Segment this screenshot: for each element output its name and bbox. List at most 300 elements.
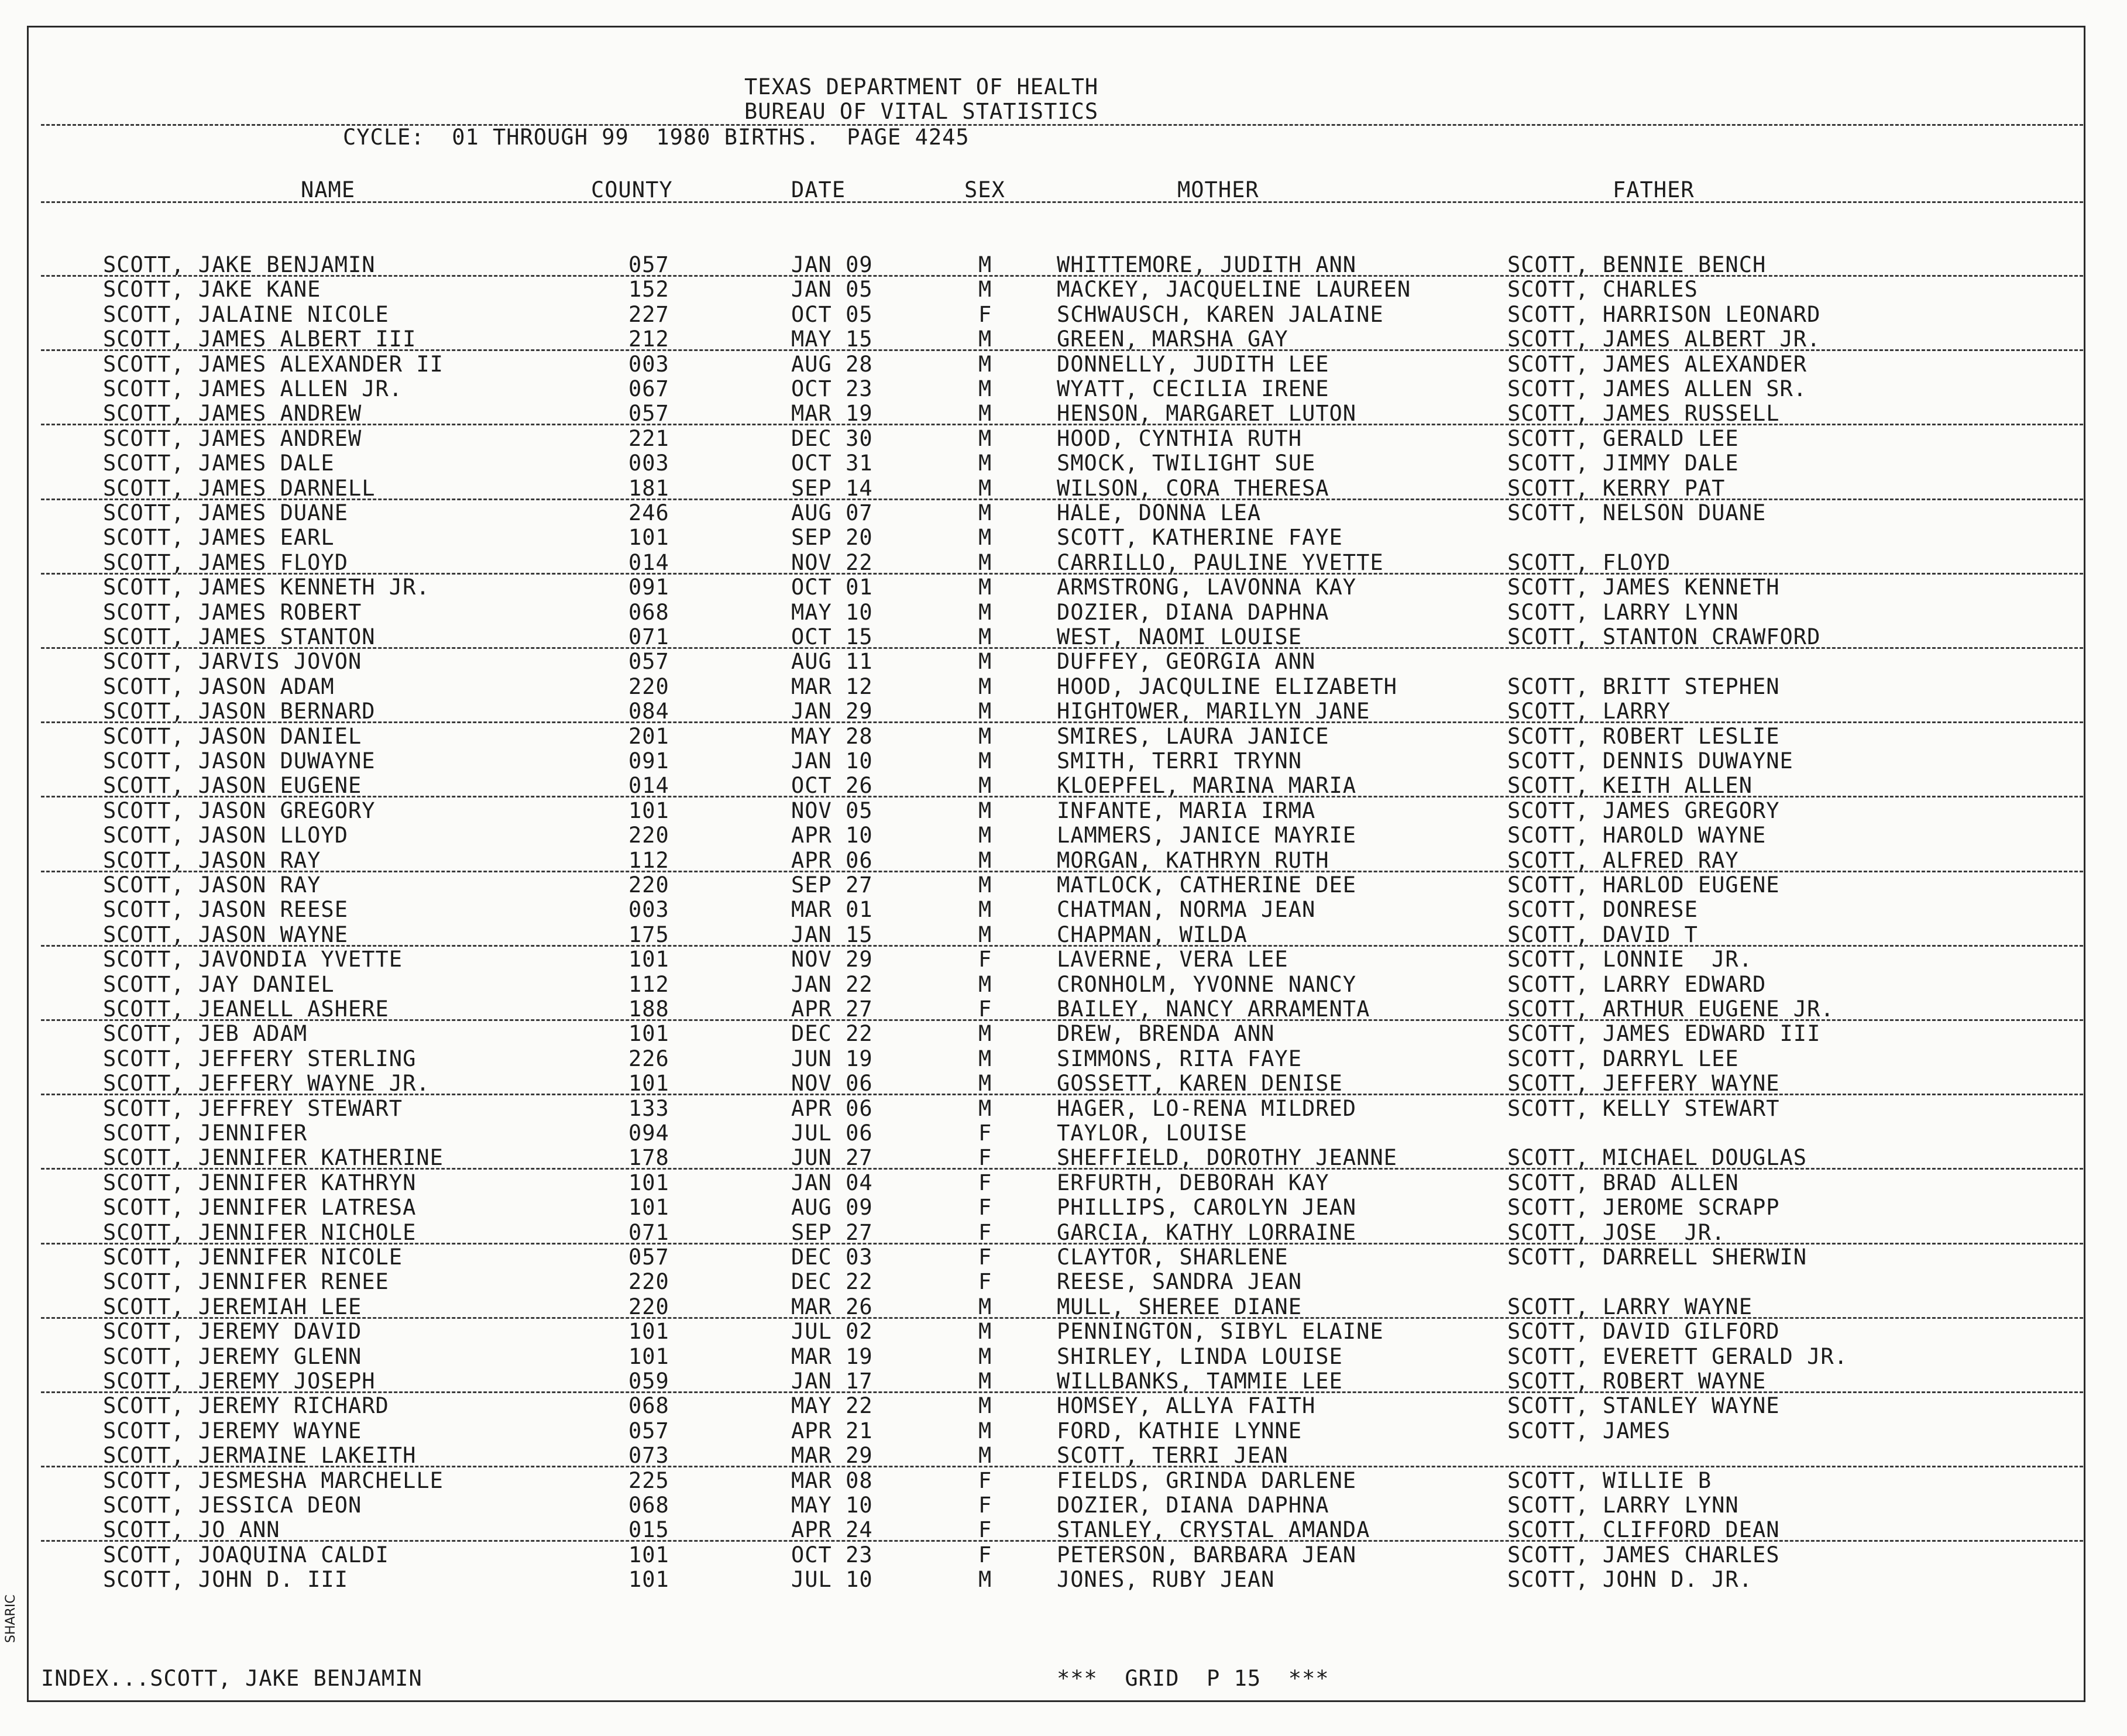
cell-father: SCOTT, LARRY WAYNE (1507, 1294, 1753, 1319)
cell-county: 175 (628, 922, 669, 947)
cell-sex: M (978, 575, 992, 600)
cell-name: SCOTT, JESMESHA MARCHELLE (103, 1467, 444, 1493)
table-row (0, 1146, 2127, 1170)
cell-county: 014 (628, 549, 669, 575)
cell-county: 057 (628, 1245, 669, 1270)
cell-county: 057 (628, 401, 669, 427)
row-divider (41, 721, 2083, 723)
row-divider (41, 1094, 2083, 1095)
cell-name: SCOTT, JASON RAY (103, 847, 321, 873)
cell-name: SCOTT, JASON GREGORY (103, 797, 376, 823)
table-row (0, 823, 2127, 848)
cell-mother: CHATMAN, NORMA JEAN (1057, 897, 1316, 923)
cell-name: SCOTT, JEREMY DAVID (103, 1319, 362, 1345)
cell-county: 084 (628, 699, 669, 724)
cell-county: 101 (628, 947, 669, 972)
cell-county: 014 (628, 773, 669, 799)
cell-county: 015 (628, 1517, 669, 1543)
cell-sex: M (978, 1294, 992, 1319)
cell-name: SCOTT, JASON BERNARD (103, 699, 376, 724)
cell-county: 220 (628, 1294, 669, 1319)
cell-date: DEC 22 (791, 1021, 873, 1047)
cell-sex: M (978, 922, 992, 947)
cell-date: JAN 10 (791, 748, 873, 774)
cell-sex: M (978, 797, 992, 823)
cell-date: DEC 03 (791, 1245, 873, 1270)
cell-mother: DUFFEY, GEORGIA ANN (1057, 649, 1316, 675)
table-row (0, 1221, 2127, 1245)
cell-mother: PHILLIPS, CAROLYN JEAN (1057, 1195, 1357, 1221)
cell-date: MAY 22 (791, 1393, 873, 1419)
table-row (0, 724, 2127, 749)
cell-name: SCOTT, JENNIFER LATRESA (103, 1195, 417, 1221)
cell-father: SCOTT, LARRY EDWARD (1507, 971, 1767, 997)
cell-county: 101 (628, 797, 669, 823)
cell-father: SCOTT, LARRY LYNN (1507, 1493, 1739, 1518)
cell-mother: HOMSEY, ALLYA FAITH (1057, 1393, 1316, 1419)
column-header-father: FATHER (1613, 177, 1695, 202)
table-row (0, 873, 2127, 898)
cell-father: SCOTT, DAVID GILFORD (1507, 1319, 1780, 1345)
table-row (0, 972, 2127, 997)
cell-county: 101 (628, 1021, 669, 1047)
cell-date: AUG 07 (791, 500, 873, 525)
cell-father: SCOTT, ROBERT WAYNE (1507, 1369, 1767, 1394)
cell-father: SCOTT, JAMES (1507, 1418, 1671, 1443)
table-row (0, 1543, 2127, 1567)
cell-sex: M (978, 649, 992, 675)
cell-sex: M (978, 723, 992, 749)
cell-sex: M (978, 673, 992, 699)
cell-date: APR 21 (791, 1418, 873, 1443)
table-row (0, 1518, 2127, 1542)
table-row (0, 501, 2127, 525)
cell-name: SCOTT, JASON REESE (103, 897, 348, 923)
cell-date: MAR 19 (791, 401, 873, 427)
table-row (0, 451, 2127, 476)
cell-mother: BAILEY, NANCY ARRAMENTA (1057, 996, 1370, 1022)
cell-date: MAR 29 (791, 1443, 873, 1469)
cell-father: SCOTT, BRITT STEPHEN (1507, 673, 1780, 699)
table-row (0, 774, 2127, 798)
cell-county: 101 (628, 525, 669, 551)
cell-date: MAR 19 (791, 1343, 873, 1369)
row-divider (41, 1466, 2083, 1467)
cell-father: SCOTT, JOSE JR. (1507, 1219, 1726, 1245)
cell-county: 220 (628, 872, 669, 898)
cell-name: SCOTT, JEREMY GLENN (103, 1343, 362, 1369)
table-row (0, 253, 2127, 277)
cell-name: SCOTT, JAMES ALEXANDER II (103, 351, 444, 377)
table-row (0, 1195, 2127, 1220)
cell-sex: M (978, 1021, 992, 1047)
cell-mother: SCOTT, KATHERINE FAYE (1057, 525, 1343, 551)
cell-name: SCOTT, JEFFERY WAYNE JR. (103, 1071, 430, 1096)
cell-father: SCOTT, JAMES ALLEN SR. (1507, 376, 1808, 401)
cell-mother: HENSON, MARGARET LUTON (1057, 401, 1357, 427)
cell-mother: SCOTT, TERRI JEAN (1057, 1443, 1288, 1469)
cell-mother: CHAPMAN, WILDA (1057, 922, 1248, 947)
cell-date: NOV 22 (791, 549, 873, 575)
cell-county: 101 (628, 1071, 669, 1096)
cell-date: DEC 30 (791, 425, 873, 451)
cell-county: 220 (628, 823, 669, 848)
cell-sex: M (978, 971, 992, 997)
cell-sex: F (978, 1245, 992, 1270)
cell-mother: MATLOCK, CATHERINE DEE (1057, 872, 1357, 898)
cell-mother: LAMMERS, JANICE MAYRIE (1057, 823, 1357, 848)
cell-name: SCOTT, JAMES ANDREW (103, 425, 362, 451)
cell-mother: WYATT, CECILIA IRENE (1057, 376, 1329, 401)
table-row (0, 1469, 2127, 1493)
cell-sex: M (978, 1071, 992, 1096)
cell-county: 221 (628, 425, 669, 451)
cell-name: SCOTT, JO ANN (103, 1517, 280, 1543)
cell-father: SCOTT, JAMES ALBERT JR. (1507, 326, 1821, 352)
cell-county: 068 (628, 1393, 669, 1419)
cell-sex: F (978, 1542, 992, 1567)
cell-sex: M (978, 1095, 992, 1121)
cell-father: SCOTT, GERALD LEE (1507, 425, 1739, 451)
row-divider (41, 1540, 2083, 1542)
cell-father: SCOTT, DARRYL LEE (1507, 1046, 1739, 1071)
cell-date: APR 10 (791, 823, 873, 848)
cell-mother: DREW, BRENDA ANN (1057, 1021, 1275, 1047)
table-row (0, 1071, 2127, 1096)
table-row (0, 575, 2127, 600)
cell-mother: CLAYTOR, SHARLENE (1057, 1245, 1288, 1270)
cell-date: OCT 05 (791, 301, 873, 327)
cell-county: 226 (628, 1046, 669, 1071)
cell-mother: GARCIA, KATHY LORRAINE (1057, 1219, 1357, 1245)
cell-mother: WEST, NAOMI LOUISE (1057, 624, 1302, 649)
cell-name: SCOTT, JARVIS JOVON (103, 649, 362, 675)
cell-father: SCOTT, JEFFERY WAYNE (1507, 1071, 1780, 1096)
cell-name: SCOTT, JAMES KENNETH JR. (103, 575, 430, 600)
cell-date: OCT 26 (791, 773, 873, 799)
cell-name: SCOTT, JEREMIAH LEE (103, 1294, 362, 1319)
cell-name: SCOTT, JASON LLOYD (103, 823, 348, 848)
cell-sex: F (978, 1145, 992, 1171)
cell-county: 059 (628, 1369, 669, 1394)
cell-county: 003 (628, 351, 669, 377)
cell-name: SCOTT, JASON DANIEL (103, 723, 362, 749)
cell-county: 057 (628, 1418, 669, 1443)
cell-father: SCOTT, DARRELL SHERWIN (1507, 1245, 1808, 1270)
cell-name: SCOTT, JENNIFER (103, 1120, 308, 1146)
cell-date: NOV 05 (791, 797, 873, 823)
cell-father: SCOTT, BENNIE BENCH (1507, 252, 1767, 277)
table-row (0, 302, 2127, 327)
cell-date: MAR 01 (791, 897, 873, 923)
cell-date: SEP 20 (791, 525, 873, 551)
cell-county: 112 (628, 847, 669, 873)
table-row (0, 625, 2127, 649)
cell-county: 068 (628, 599, 669, 625)
cell-sex: M (978, 401, 992, 427)
cell-mother: SHEFFIELD, DOROTHY JEANNE (1057, 1145, 1397, 1171)
cell-name: SCOTT, JASON DUWAYNE (103, 748, 376, 774)
footer-grid: *** GRID P 15 *** (1057, 1666, 1329, 1691)
cell-sex: M (978, 425, 992, 451)
cell-county: 071 (628, 1219, 669, 1245)
cell-name: SCOTT, JENNIFER KATHRYN (103, 1170, 417, 1195)
cell-mother: KLOEPFEL, MARINA MARIA (1057, 773, 1357, 799)
cell-mother: WILSON, CORA THERESA (1057, 475, 1329, 501)
cell-date: OCT 23 (791, 376, 873, 401)
cell-sex: F (978, 996, 992, 1022)
bureau-title: BUREAU OF VITAL STATISTICS (744, 99, 1099, 124)
cell-sex: M (978, 1393, 992, 1419)
cell-sex: M (978, 624, 992, 649)
cell-county: 003 (628, 897, 669, 923)
cell-sex: M (978, 326, 992, 352)
cell-date: SEP 14 (791, 475, 873, 501)
cell-county: 220 (628, 1269, 669, 1295)
cell-name: SCOTT, JAMES FLOYD (103, 549, 348, 575)
cell-mother: SMITH, TERRI TRYNN (1057, 748, 1302, 774)
cell-sex: M (978, 847, 992, 873)
cell-county: 212 (628, 326, 669, 352)
cell-father: SCOTT, STANLEY WAYNE (1507, 1393, 1780, 1419)
cell-name: SCOTT, JAMES DUANE (103, 500, 348, 525)
cell-mother: GOSSETT, KAREN DENISE (1057, 1071, 1343, 1096)
cell-sex: M (978, 748, 992, 774)
cell-date: MAY 28 (791, 723, 873, 749)
cell-county: 071 (628, 624, 669, 649)
cell-mother: PENNINGTON, SIBYL ELAINE (1057, 1319, 1384, 1345)
cell-county: 225 (628, 1467, 669, 1493)
cell-name: SCOTT, JAMES ALBERT III (103, 326, 417, 352)
table-row (0, 1443, 2127, 1468)
cell-name: SCOTT, JAKE BENJAMIN (103, 252, 376, 277)
cell-father: SCOTT, KERRY PAT (1507, 475, 1726, 501)
cell-county: 178 (628, 1145, 669, 1171)
cell-mother: DOZIER, DIANA DAPHNA (1057, 1493, 1329, 1518)
cell-county: 220 (628, 673, 669, 699)
cell-date: MAR 12 (791, 673, 873, 699)
cell-father: SCOTT, CLIFFORD DEAN (1507, 1517, 1780, 1543)
cell-name: SCOTT, JAMES STANTON (103, 624, 376, 649)
table-row (0, 1171, 2127, 1195)
cell-mother: MORGAN, KATHRYN RUTH (1057, 847, 1329, 873)
table-row (0, 675, 2127, 699)
cell-father: SCOTT, EVERETT GERALD JR. (1507, 1343, 1848, 1369)
table-row (0, 649, 2127, 674)
cell-mother: MACKEY, JACQUELINE LAUREEN (1057, 277, 1411, 302)
cell-sex: M (978, 475, 992, 501)
cell-name: SCOTT, JALAINE NICOLE (103, 301, 389, 327)
cell-date: APR 27 (791, 996, 873, 1022)
cell-father: SCOTT, MICHAEL DOUGLAS (1507, 1145, 1808, 1171)
cell-name: SCOTT, JENNIFER RENEE (103, 1269, 389, 1295)
cell-county: 188 (628, 996, 669, 1022)
cell-name: SCOTT, JERMAINE LAKEITH (103, 1443, 417, 1469)
cell-name: SCOTT, JEFFERY STERLING (103, 1046, 417, 1071)
cell-county: 101 (628, 1195, 669, 1221)
cell-sex: M (978, 549, 992, 575)
cell-county: 227 (628, 301, 669, 327)
cell-sex: F (978, 1493, 992, 1518)
cell-name: SCOTT, JEREMY RICHARD (103, 1393, 389, 1419)
cell-county: 067 (628, 376, 669, 401)
cell-county: 246 (628, 500, 669, 525)
cell-father: SCOTT, HARRISON LEONARD (1507, 301, 1821, 327)
table-row (0, 476, 2127, 501)
cell-date: OCT 01 (791, 575, 873, 600)
cell-father: SCOTT, JEROME SCRAPP (1507, 1195, 1780, 1221)
cell-name: SCOTT, JAY DANIEL (103, 971, 335, 997)
cell-date: DEC 22 (791, 1269, 873, 1295)
cell-mother: SHIRLEY, LINDA LOUISE (1057, 1343, 1343, 1369)
cell-date: MAY 10 (791, 599, 873, 625)
cell-mother: DOZIER, DIANA DAPHNA (1057, 599, 1329, 625)
cell-name: SCOTT, JOHN D. III (103, 1567, 348, 1593)
cell-father: SCOTT, HAROLD WAYNE (1507, 823, 1767, 848)
cell-county: 152 (628, 277, 669, 302)
cell-mother: ARMSTRONG, LAVONNA KAY (1057, 575, 1357, 600)
cell-mother: STANLEY, CRYSTAL AMANDA (1057, 1517, 1370, 1543)
cell-mother: HALE, DONNA LEA (1057, 500, 1262, 525)
table-row (0, 401, 2127, 426)
column-header-sex: SEX (964, 177, 1005, 202)
cell-name: SCOTT, JAMES EARL (103, 525, 335, 551)
cell-date: JAN 17 (791, 1369, 873, 1394)
cell-county: 201 (628, 723, 669, 749)
table-row (0, 1096, 2127, 1121)
cell-father: SCOTT, DONRESE (1507, 897, 1698, 923)
cell-mother: PETERSON, BARBARA JEAN (1057, 1542, 1357, 1567)
cell-name: SCOTT, JASON RAY (103, 872, 321, 898)
cell-date: JUN 27 (791, 1145, 873, 1171)
table-row (0, 1121, 2127, 1146)
cell-mother: ERFURTH, DEBORAH KAY (1057, 1170, 1329, 1195)
cell-father: SCOTT, JAMES EDWARD III (1507, 1021, 1821, 1047)
cell-father: SCOTT, JIMMY DALE (1507, 451, 1739, 476)
cell-date: JAN 22 (791, 971, 873, 997)
cell-father: SCOTT, ARTHUR EUGENE JR. (1507, 996, 1834, 1022)
column-header-county: COUNTY (591, 177, 673, 202)
cell-name: SCOTT, JENNIFER NICHOLE (103, 1219, 417, 1245)
cell-sex: M (978, 351, 992, 377)
table-row (0, 1345, 2127, 1369)
row-divider (41, 1168, 2083, 1170)
cell-date: APR 24 (791, 1517, 873, 1543)
cell-county: 094 (628, 1120, 669, 1146)
cell-date: SEP 27 (791, 872, 873, 898)
cell-name: SCOTT, JAMES DALE (103, 451, 335, 476)
cell-mother: WHITTEMORE, JUDITH ANN (1057, 252, 1357, 277)
cell-name: SCOTT, JEANELL ASHERE (103, 996, 389, 1022)
cell-sex: M (978, 897, 992, 923)
cell-date: MAR 08 (791, 1467, 873, 1493)
cycle-line: CYCLE: 01 THROUGH 99 1980 BIRTHS. PAGE 4245 (343, 125, 970, 150)
cell-sex: M (978, 823, 992, 848)
cell-county: 101 (628, 1542, 669, 1567)
cell-sex: M (978, 1418, 992, 1443)
column-header-mother: MOTHER (1177, 177, 1259, 202)
cell-father: SCOTT, KELLY STEWART (1507, 1095, 1780, 1121)
column-header-name: NAME (301, 177, 356, 202)
cell-sex: M (978, 252, 992, 277)
cell-date: JUL 02 (791, 1319, 873, 1345)
cell-mother: FIELDS, GRINDA DARLENE (1057, 1467, 1357, 1493)
table-row (0, 947, 2127, 972)
table-row (0, 1047, 2127, 1071)
cell-date: OCT 23 (791, 1542, 873, 1567)
cell-father: SCOTT, STANTON CRAWFORD (1507, 624, 1821, 649)
cell-sex: F (978, 301, 992, 327)
cell-sex: M (978, 773, 992, 799)
cell-county: 133 (628, 1095, 669, 1121)
cell-county: 068 (628, 1493, 669, 1518)
table-row (0, 1295, 2127, 1319)
cell-mother: WILLBANKS, TAMMIE LEE (1057, 1369, 1343, 1394)
cell-mother: GREEN, MARSHA GAY (1057, 326, 1288, 352)
table-row (0, 1419, 2127, 1443)
table-row (0, 1394, 2127, 1418)
cell-date: SEP 27 (791, 1219, 873, 1245)
cell-mother: MULL, SHEREE DIANE (1057, 1294, 1302, 1319)
table-row (0, 327, 2127, 352)
cell-county: 101 (628, 1170, 669, 1195)
cell-date: OCT 15 (791, 624, 873, 649)
cell-name: SCOTT, JENNIFER KATHERINE (103, 1145, 444, 1171)
cell-father: SCOTT, BRAD ALLEN (1507, 1170, 1739, 1195)
cell-mother: REESE, SANDRA JEAN (1057, 1269, 1302, 1295)
cell-sex: M (978, 1443, 992, 1469)
cell-county: 181 (628, 475, 669, 501)
cell-mother: SMOCK, TWILIGHT SUE (1057, 451, 1316, 476)
cell-father: SCOTT, JOHN D. JR. (1507, 1567, 1753, 1593)
cell-father: SCOTT, NELSON DUANE (1507, 500, 1767, 525)
cell-name: SCOTT, JAMES ALLEN JR. (103, 376, 403, 401)
cell-county: 073 (628, 1443, 669, 1469)
cell-date: AUG 09 (791, 1195, 873, 1221)
table-row (0, 1245, 2127, 1270)
cell-date: MAY 15 (791, 326, 873, 352)
cell-name: SCOTT, JAMES ROBERT (103, 599, 362, 625)
cell-date: MAY 10 (791, 1493, 873, 1518)
cell-sex: F (978, 1219, 992, 1245)
cell-father: SCOTT, FLOYD (1507, 549, 1671, 575)
cell-father: SCOTT, CHARLES (1507, 277, 1698, 302)
cell-sex: M (978, 599, 992, 625)
cell-mother: HIGHTOWER, MARILYN JANE (1057, 699, 1370, 724)
cell-date: AUG 28 (791, 351, 873, 377)
cell-date: APR 06 (791, 1095, 873, 1121)
side-label: SHARIC (4, 1594, 18, 1643)
row-divider (41, 424, 2083, 425)
cell-sex: M (978, 277, 992, 302)
cell-name: SCOTT, JASON EUGENE (103, 773, 362, 799)
cell-sex: M (978, 1343, 992, 1369)
cell-father: SCOTT, JAMES ALEXANDER (1507, 351, 1808, 377)
cell-sex: F (978, 1467, 992, 1493)
cell-mother: INFANTE, MARIA IRMA (1057, 797, 1316, 823)
cell-date: JAN 04 (791, 1170, 873, 1195)
table-row (0, 997, 2127, 1022)
cell-date: JUL 06 (791, 1120, 873, 1146)
cell-county: 091 (628, 748, 669, 774)
cell-date: APR 06 (791, 847, 873, 873)
table-row (0, 749, 2127, 774)
cell-sex: F (978, 947, 992, 972)
cell-date: JAN 09 (791, 252, 873, 277)
cell-county: 101 (628, 1567, 669, 1593)
cell-father: SCOTT, DAVID T (1507, 922, 1698, 947)
cell-sex: M (978, 1567, 992, 1593)
